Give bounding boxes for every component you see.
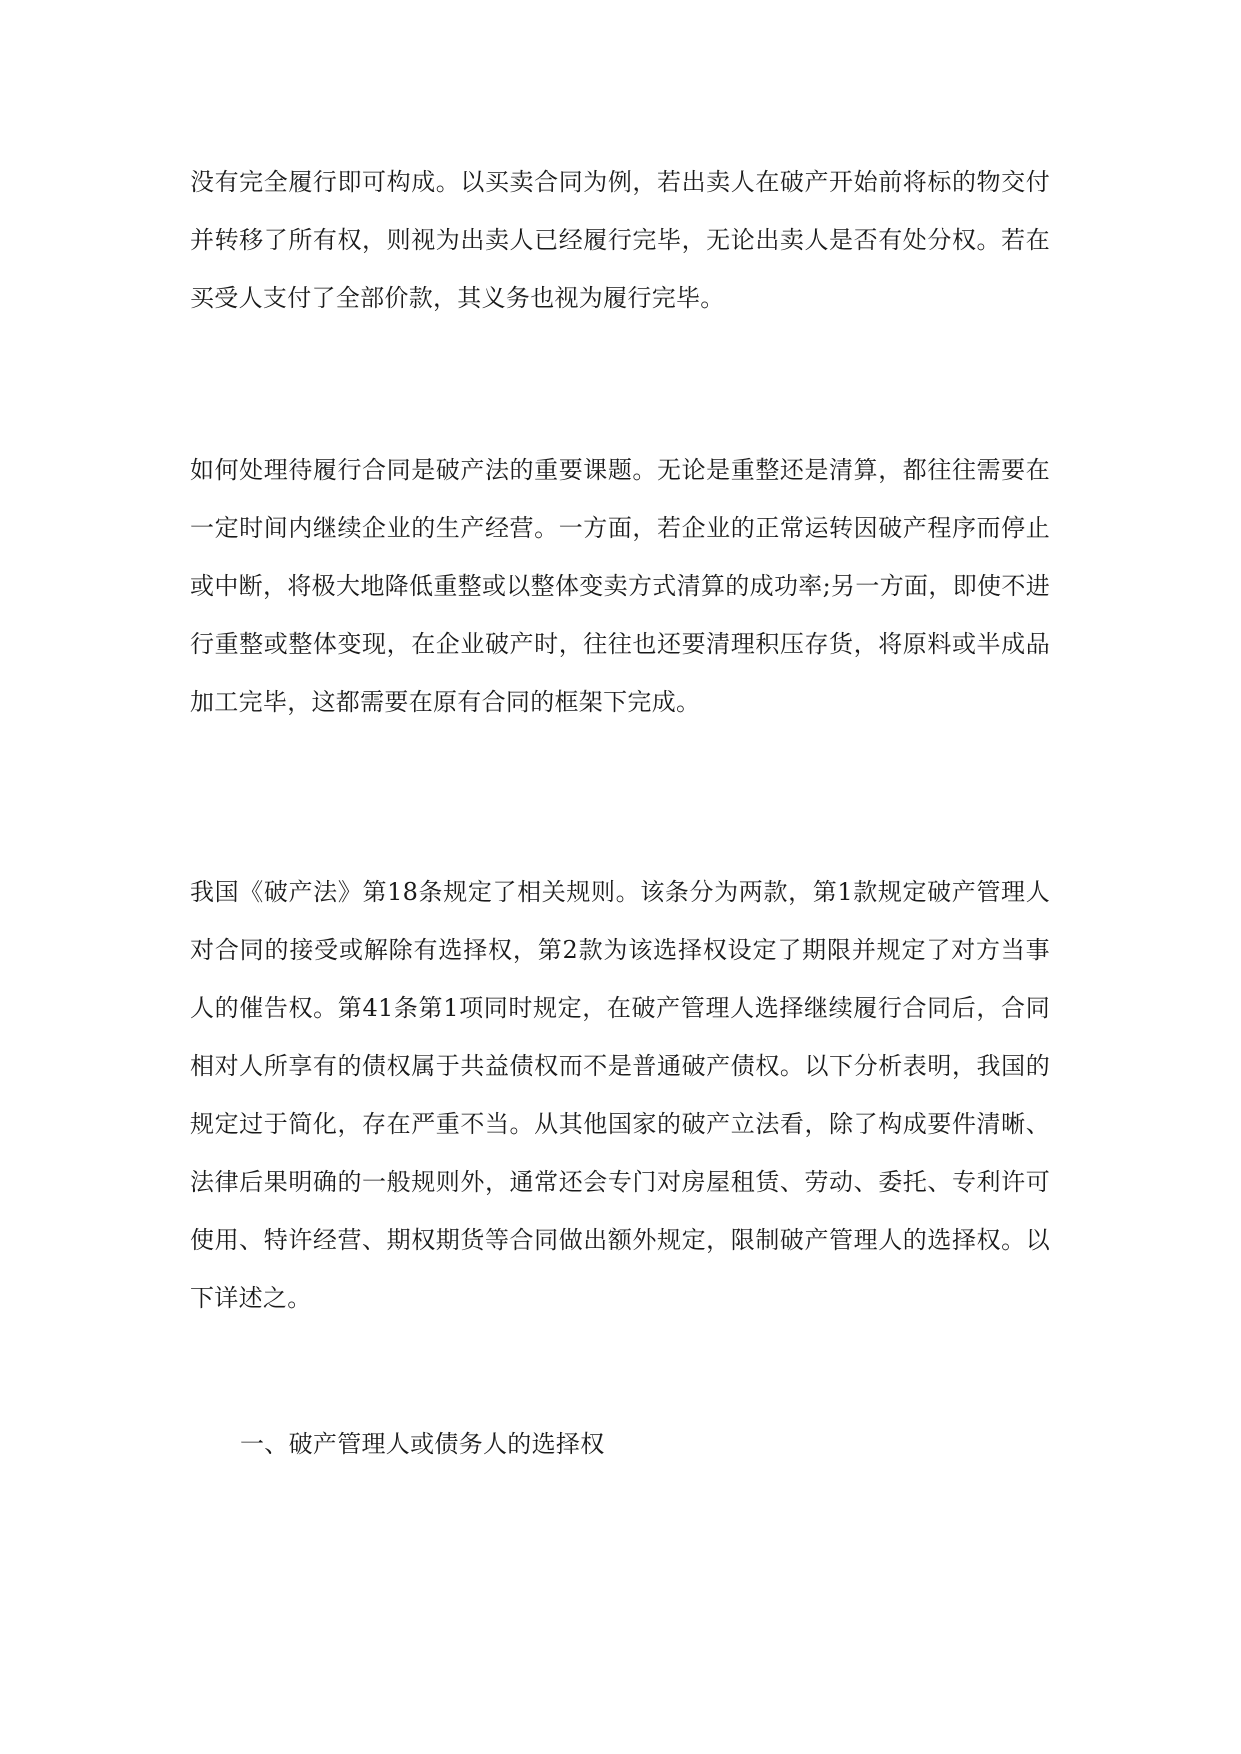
paragraph-3: 我国《破产法》第18条规定了相关规则。该条分为两款，第1款规定破产管理人对合同的接受或解除有选择权，第2款为该选择权设定了期限并规定了对方当事人的催告权。第41条第1项同时规定，在破产管理人选择继续履行合同后，合同相对人所享有的债权属于共益债权而不是普通破产债权。以下分析表明，我国的规定过于简化，存在严重不当。从其他国家的破产立法看，除了构成要件清晰、法律后果明确的一般规则外，通常还会专门对房屋租赁、劳动、委托、专利许可使用、特许经营、期权期货等合同做出额外规定，限制破产管理人的选择权。以下详述之。 xyxy=(190,878,1050,1312)
section-heading: 一、破产管理人或债务人的选择权 xyxy=(240,1430,605,1458)
paragraph-1: 没有完全履行即可构成。以买卖合同为例，若出卖人在破产开始前将标的物交付并转移了所有权，则视为出卖人已经履行完毕，无论出卖人是否有处分权。若在买受人支付了全部价款，其义务也视为履行完毕。 xyxy=(190,168,1050,312)
paragraph-2: 如何处理待履行合同是破产法的重要课题。无论是重整还是清算，都往往需要在一定时间内继续企业的生产经营。一方面，若企业的正常运转因破产程序而停止或中断，将极大地降低重整或以整体变卖方式清算的成功率;另一方面，即使不进行重整或整体变现，在企业破产时，往往也还要清理积压存货，将原料或半成品加工完毕，这都需要在原有合同的框架下完成。 xyxy=(190,456,1050,716)
